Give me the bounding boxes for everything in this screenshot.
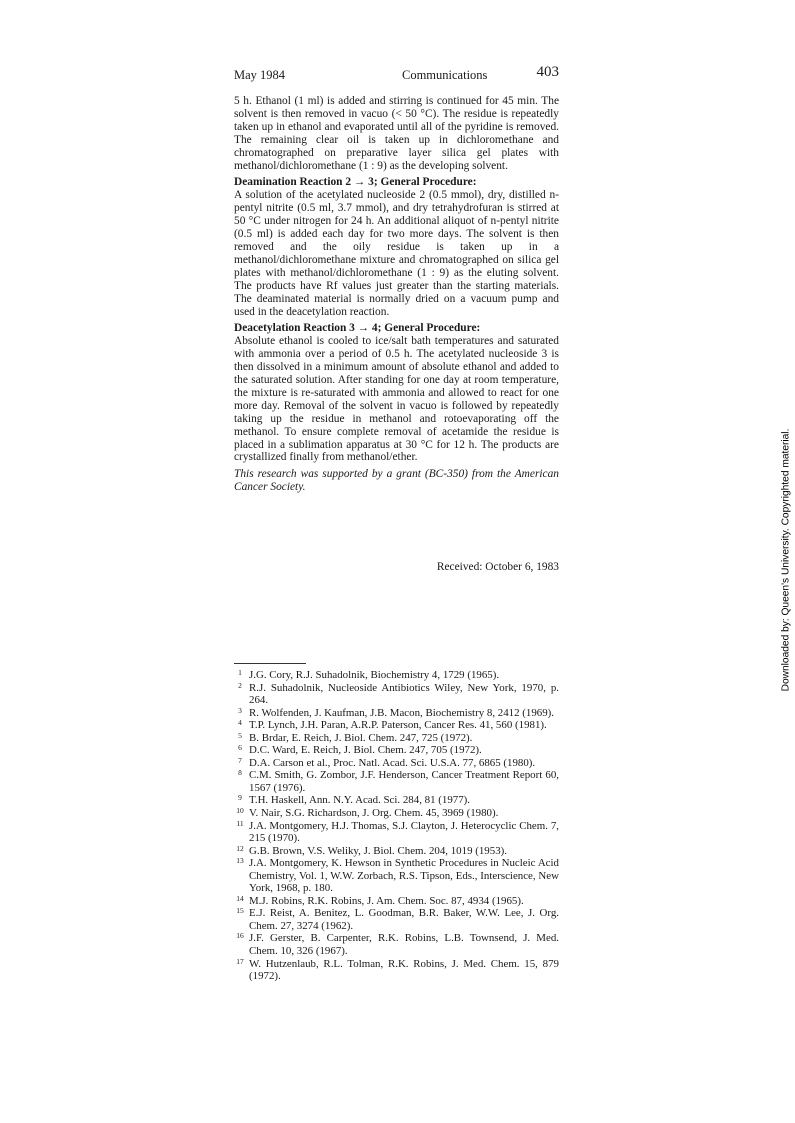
reference-number: 8: [238, 768, 242, 778]
reference-text: B. Brdar, E. Reich, J. Biol. Chem. 247, 725 (1972).: [249, 731, 473, 744]
header-date: May 1984: [234, 68, 286, 82]
reference-text: D.A. Carson et al., Proc. Natl. Acad. Sci. U.S.A. 77, 6865 (1980).: [249, 756, 536, 769]
reference-item: [234, 932, 559, 957]
reference-number: 11: [236, 818, 244, 828]
reference-text: T.P. Lynch, J.H. Paran, A.R.P. Paterson, Cancer Res. 41, 560 (1981).: [249, 719, 547, 732]
reference-text: J.G. Cory, R.J. Suhadolnik, Biochemistry 4, 1729 (1965).: [249, 669, 500, 681]
reference-number: 13: [236, 856, 244, 866]
reference-item: [234, 820, 559, 845]
reference-text: R. Wolfenden, J. Kaufman, J.B. Macon, Biochemistry 8, 2412 (1969).: [249, 706, 555, 719]
reference-item: [234, 744, 559, 757]
reference-list: [234, 669, 559, 983]
reference-number: 2: [238, 680, 242, 690]
reference-number: 7: [238, 755, 242, 765]
reference-item: [234, 857, 559, 895]
reference-text: W. Hutzenlaub, R.L. Tolman, R.K. Robins, J. Med. Chem. 15, 879 (1972).: [249, 957, 559, 983]
acknowledgement: This research was supported by a grant (BC-350) from the American Cancer Society.: [234, 468, 559, 494]
deamination-heading: Deamination Reaction 2 → 3; General Procedure:: [234, 176, 477, 189]
reference-number: 16: [236, 931, 244, 941]
reference-item: [234, 958, 559, 983]
reference-number: 12: [236, 843, 244, 853]
reference-item: [234, 707, 559, 720]
reference-number: 6: [238, 743, 242, 753]
reference-item: [234, 719, 559, 732]
reference-number: 10: [236, 806, 244, 816]
deacetylation-paragraph: Absolute ethanol is cooled to ice/salt bath temperatures and saturated with ammonia over a period of 0.5 h. The acetylated nucleoside 3 is then dissolved in a minimum amount of absolute ethanol and added to the saturated solution. After standing for one day at room temperature, the mixture is re-saturated with ammonia and allowed to react for one more day. Removal of the solvent in vacuo is followed by repeatedly taking up the residue in methanol and rotoevaporating off the methanol. To ensure complete removal of acetamide the residue is placed in a sublimation apparatus at 30 °C for 12 h. The products are crystallized finally from methanol/ether.: [234, 335, 559, 464]
deamination-paragraph: A solution of the acetylated nucleoside 2 (0.5 mmol), dry, distilled n-pentyl nitrite (0.5 ml, 3.7 mmol), and dry tetrahydrofuran is stirred at 50 °C under nitrogen for 24 h. An additional aliquot of n-pentyl nitrite (0.5 ml) is added each day for two more days. The solvent is then removed and the oily residue is taken up in a methanol/dichloromethane mixture and chromatographed on silica gel plates with methanol/dichloromethane (1 : 9) as the eluting solvent. The products have Rf values just greater than the starting materials. The deaminated material is normally dried on a vacuum pump and used in the deacetylation reaction.: [234, 189, 559, 318]
received-date: Received: October 6, 1983: [436, 561, 559, 573]
reference-number: 14: [236, 893, 244, 903]
footnote-divider: [234, 663, 306, 664]
reference-item: [234, 907, 559, 932]
reference-number: 15: [236, 906, 244, 916]
reference-number: 17: [236, 956, 244, 966]
page-header: [234, 66, 559, 86]
reference-text: J.F. Gerster, B. Carpenter, R.K. Robins, L.B. Townsend, J. Med. Chem. 10, 326 (1967).: [249, 932, 559, 958]
reference-number: 1: [238, 668, 242, 677]
reference-number: 5: [238, 730, 242, 740]
reference-text: M.J. Robins, R.K. Robins, J. Am. Chem. Soc. 87, 4934 (1965).: [249, 894, 524, 907]
header-section: Communications: [402, 68, 488, 82]
page-number: 403: [536, 64, 559, 80]
reference-text: D.C. Ward, E. Reich, J. Biol. Chem. 247, 705 (1972).: [249, 744, 482, 757]
reference-item: [234, 732, 559, 745]
reference-item: [234, 807, 559, 820]
reference-item: [234, 845, 559, 858]
download-watermark: Downloaded by: Queen's University. Copyrighted material.: [780, 428, 792, 692]
reference-text: G.B. Brown, V.S. Weliky, J. Biol. Chem. 204, 1019 (1953).: [249, 844, 507, 857]
article-body: [234, 95, 559, 494]
intro-paragraph: 5 h. Ethanol (1 ml) is added and stirring is continued for 45 min. The solvent is then removed in vacuo (< 50 °C). The residue is repeatedly taken up in ethanol and evaporated until all of the pyridine is removed. The remaining clear oil is taken up in dichloromethane and chromatographed on preparative layer silica gel plates with methanol/dichloromethane (1 : 9) as the developing solvent.: [234, 95, 559, 172]
reference-number: 3: [238, 705, 242, 715]
reference-text: E.J. Reist, A. Benitez, L. Goodman, B.R. Baker, W.W. Lee, J. Org. Chem. 27, 3274 (1962).: [249, 907, 559, 932]
reference-number: 4: [238, 718, 242, 728]
reference-text: R.J. Suhadolnik, Nucleoside Antibiotics Wiley, New York, 1970, p. 264.: [249, 681, 559, 707]
reference-number: 9: [238, 793, 242, 803]
reference-item: [234, 757, 559, 770]
reference-item: [234, 669, 559, 682]
reference-text: V. Nair, S.G. Richardson, J. Org. Chem. 45, 3969 (1980).: [249, 807, 499, 820]
reference-text: J.A. Montgomery, H.J. Thomas, S.J. Clayton, J. Heterocyclic Chem. 7, 215 (1970).: [249, 819, 559, 845]
deacetylation-heading: Deacetylation Reaction 3 → 4; General Procedure:: [234, 322, 481, 335]
reference-text: C.M. Smith, G. Zombor, J.F. Henderson, Cancer Treatment Report 60, 1567 (1976).: [249, 769, 559, 794]
reference-text: T.H. Haskell, Ann. N.Y. Acad. Sci. 284, 81 (1977).: [249, 794, 471, 807]
reference-text: J.A. Montgomery, K. Hewson in Synthetic Procedures in Nucleic Acid Chemistry, Vol. 1, W.W. Zorbach, R.S. Tipson, Eds., Interscience, New York, 1968, p. 180.: [249, 857, 559, 895]
reference-item: [234, 769, 559, 794]
reference-item: [234, 682, 559, 707]
reference-item: [234, 794, 559, 807]
reference-item: [234, 895, 559, 908]
